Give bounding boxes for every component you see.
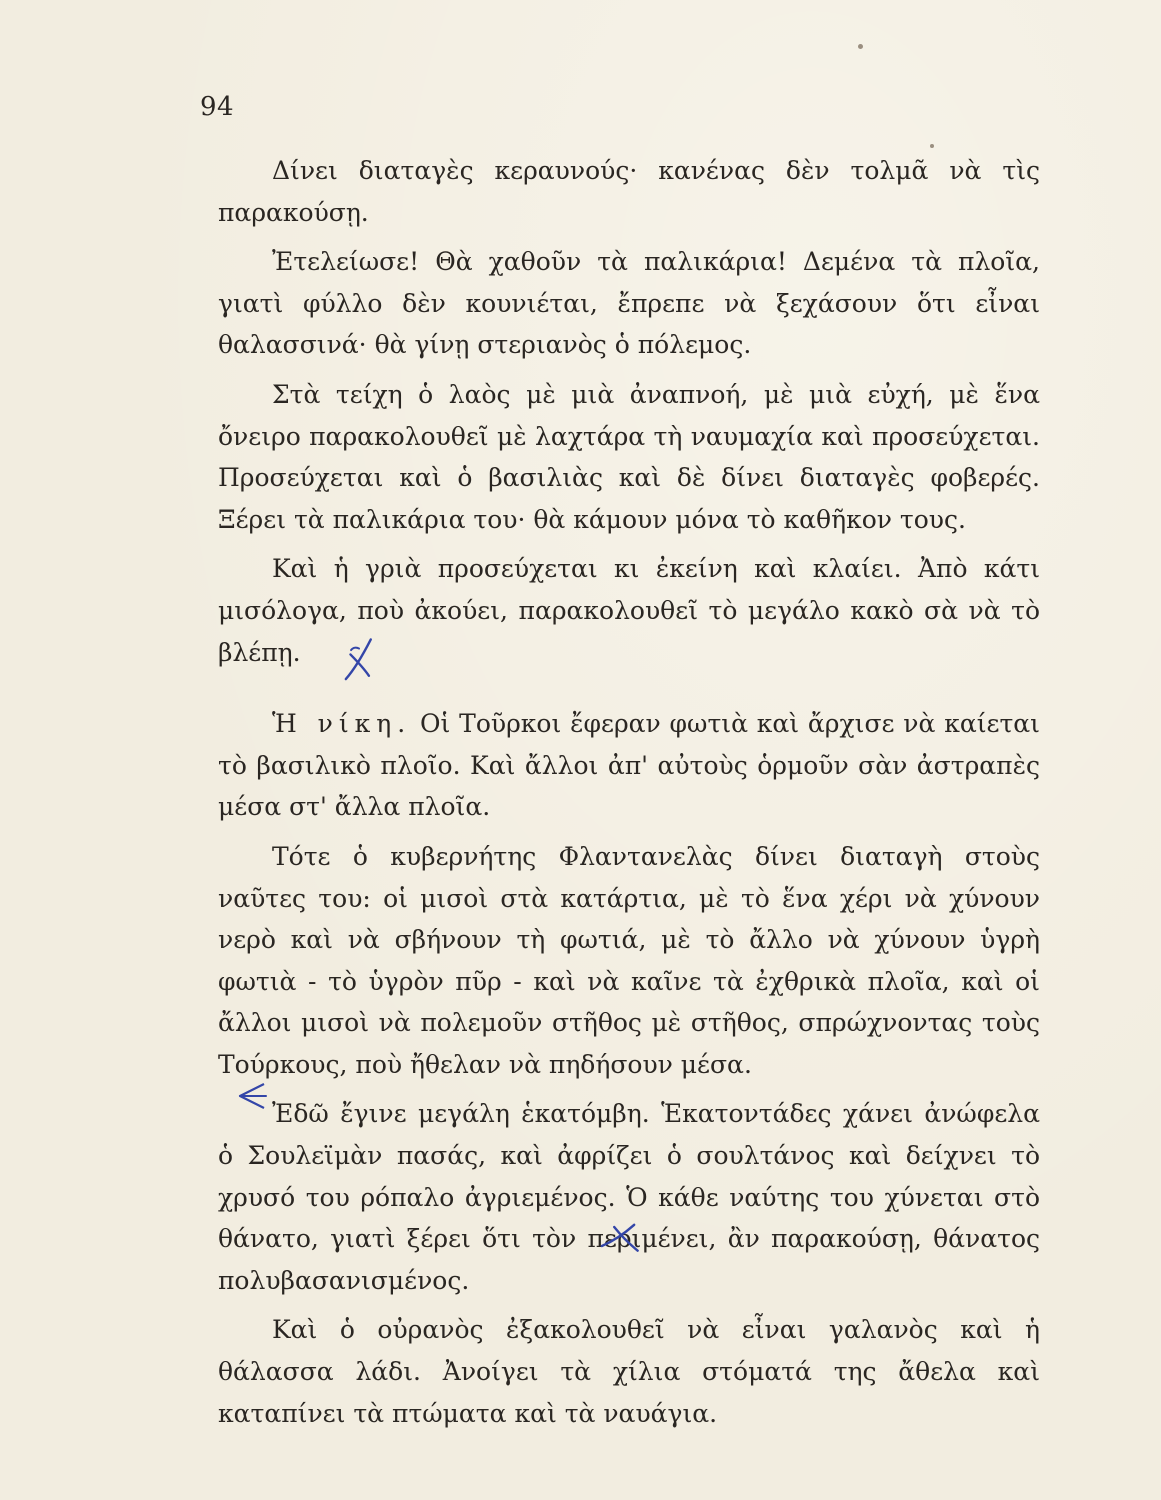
paragraph-1: Δίνει διαταγὲς κεραυνούς· κανένας δὲν τολμᾶ νὰ τὶς παρακούσῃ. bbox=[218, 156, 1040, 227]
paragraph-3: Στὰ τείχη ὁ λαὸς μὲ μιὰ ἀναπνοή, μὲ μιὰ εὐχή, μὲ ἕνα ὄνειρο παρακολουθεῖ μὲ λαχτάρα τὴ ναυμαχία καὶ προσεύχεται. Προσεύχεται καὶ ὁ βασιλιὰς καὶ δὲ δίνει διαταγὲς φοβερές. Ξέρει τὰ παλικάρια του· θὰ κάμουν μόνα τὸ καθῆκον τους. bbox=[218, 379, 1040, 534]
paper-speck bbox=[930, 144, 934, 148]
paragraph-4: Καὶ ἡ γριὰ προσεύχεται κι ἐκείνη καὶ κλαίει. Ἀπὸ κάτι μισόλογα, ποὺ ἀκούει, παρακολουθεῖ τὸ μεγάλο κακὸ σὰ νὰ τὸ βλέπῃ. bbox=[218, 554, 1040, 667]
paragraph-5-text: Οἱ Τοῦρκοι ἔφεραν φωτιὰ καὶ ἄρχισε νὰ καίεται τὸ βασιλικὸ πλοῖο. Καὶ ἄλλοι ἀπ' αὐτοὺς ὁρμοῦν σὰν ἀστραπὲς μέσα στ' ἄλλα πλοῖα. bbox=[218, 709, 1040, 822]
paragraph-8: Καὶ ὁ οὐρανὸς ἐξακολουθεῖ νὰ εἶναι γαλανὸς καὶ ἡ θάλασσα λάδι. Ἀνοίγει τὰ χίλια στόματά της ἄθελα καὶ καταπίνει τὰ πτώματα καὶ τὰ ναυάγια. bbox=[218, 1315, 1040, 1428]
paper-speck bbox=[858, 44, 863, 49]
section-heading-inline: Ἡ νίκη. bbox=[272, 709, 412, 739]
page-number: 94 bbox=[200, 92, 235, 122]
paragraph-2: Ἐτελείωσε! Θὰ χαθοῦν τὰ παλικάρια! Δεμένα τὰ πλοῖα, γιατὶ φύλλο δὲν κουνιέται, ἔπρεπε νὰ ξεχάσουν ὅτι εἶναι θαλασσινά· θὰ γίνῃ στεριανὸς ὁ πόλεμος. bbox=[218, 247, 1040, 360]
paragraph-5 bbox=[218, 703, 1040, 828]
body-text bbox=[218, 150, 1040, 1442]
paragraph-7: Ἐδῶ ἔγινε μεγάλη ἑκατόμβη. Ἑκατοντάδες χάνει ἀνώφελα ὁ Σουλεϊμὰν πασάς, καὶ ἀφρίζει ὁ σουλτάνος καὶ δείχνει τὸ χρυσό του ρόπαλο ἀγριεμένος. Ὁ κάθε ναύτης του χύνεται στὸ θάνατο, γιατὶ ξέρει ὅτι τὸν περιμένει, ἂν παρακούσῃ, θάνατος πολυβασανισμένος. bbox=[218, 1099, 1040, 1295]
paragraph-6: Τότε ὁ κυβερνήτης Φλαντανελὰς δίνει διαταγὴ στοὺς ναῦτες του: οἱ μισοὶ στὰ κατάρτια, μὲ τὸ ἕνα χέρι νὰ χύνουν νερὸ καὶ νὰ σβήνουν τὴ φωτιά, μὲ τὸ ἄλλο νὰ χύνουν ὑγρὴ φωτιὰ - τὸ ὑγρὸν πῦρ - καὶ νὰ καῖνε τὰ ἐχθρικὰ πλοῖα, καὶ οἱ ἄλλοι μισοὶ νὰ πολεμοῦν στῆθος μὲ στῆθος, σπρώχνοντας τοὺς Τούρκους, ποὺ ἤθελαν νὰ πηδήσουν μέσα. bbox=[218, 841, 1040, 1079]
